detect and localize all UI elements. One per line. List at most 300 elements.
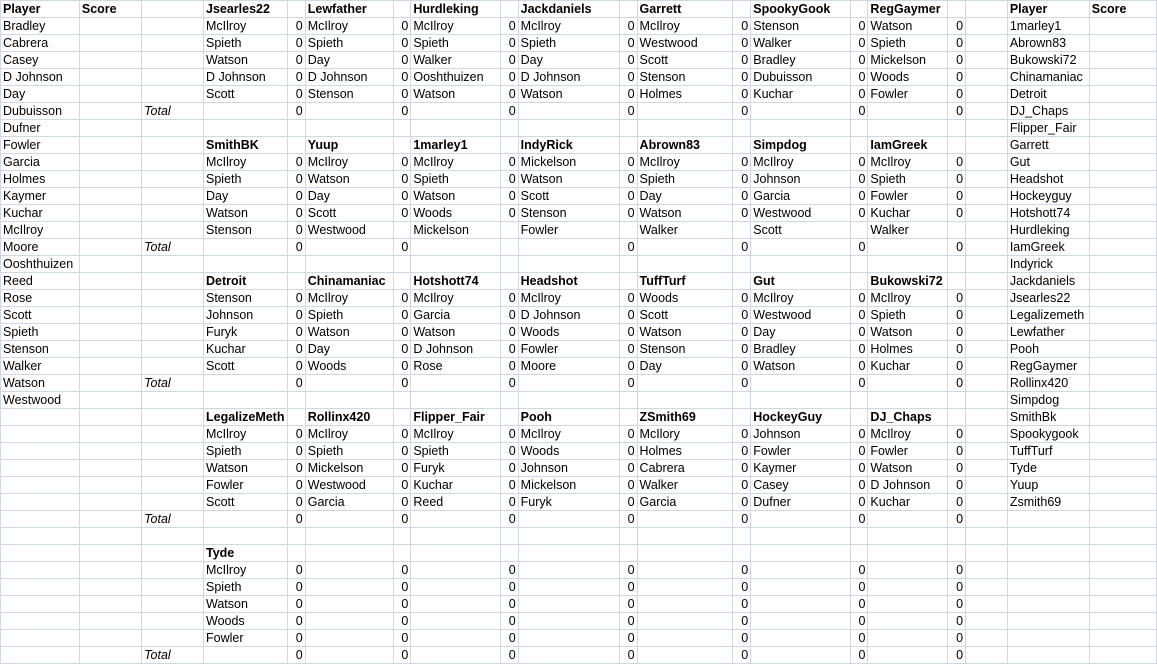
cell[interactable] xyxy=(850,545,868,562)
cell[interactable] xyxy=(142,545,204,562)
cell[interactable]: McIlroy xyxy=(305,290,393,307)
cell[interactable]: 0 xyxy=(850,375,868,392)
cell[interactable]: 0 xyxy=(500,35,518,52)
cell[interactable]: 0 xyxy=(287,341,305,358)
cell[interactable]: Woods xyxy=(518,324,619,341)
cell[interactable] xyxy=(142,630,204,647)
cell[interactable] xyxy=(733,256,751,273)
cell[interactable]: Moore xyxy=(518,358,619,375)
cell[interactable] xyxy=(966,375,1008,392)
cell[interactable] xyxy=(142,120,204,137)
cell[interactable] xyxy=(142,1,204,18)
cell[interactable] xyxy=(142,341,204,358)
cell[interactable]: SmithBk xyxy=(1007,409,1089,426)
cell[interactable] xyxy=(79,477,141,494)
cell[interactable]: 0 xyxy=(850,426,868,443)
cell[interactable]: Bradley xyxy=(751,52,850,69)
cell[interactable] xyxy=(1089,273,1156,290)
cell[interactable]: Rollinx420 xyxy=(1007,375,1089,392)
cell[interactable] xyxy=(1,647,80,664)
cell[interactable] xyxy=(1007,630,1089,647)
cell[interactable]: Score xyxy=(1089,1,1156,18)
cell[interactable]: 0 xyxy=(287,613,305,630)
cell[interactable] xyxy=(79,120,141,137)
cell[interactable]: Day xyxy=(637,358,733,375)
cell[interactable]: Flipper_Fair xyxy=(411,409,501,426)
cell[interactable]: Yuup xyxy=(1007,477,1089,494)
cell[interactable] xyxy=(637,596,733,613)
cell[interactable] xyxy=(966,392,1008,409)
cell[interactable]: 0 xyxy=(850,460,868,477)
cell[interactable] xyxy=(500,1,518,18)
cell[interactable] xyxy=(966,579,1008,596)
cell[interactable]: D Johnson xyxy=(204,69,288,86)
cell[interactable]: Woods xyxy=(305,358,393,375)
cell[interactable] xyxy=(142,596,204,613)
cell[interactable] xyxy=(966,494,1008,511)
cell[interactable]: 0 xyxy=(619,579,637,596)
cell[interactable]: 0 xyxy=(287,443,305,460)
cell[interactable] xyxy=(751,239,850,256)
cell[interactable]: 0 xyxy=(850,562,868,579)
cell[interactable] xyxy=(142,171,204,188)
cell[interactable]: Watson xyxy=(637,324,733,341)
cell[interactable]: 0 xyxy=(733,52,751,69)
cell[interactable]: 0 xyxy=(733,477,751,494)
cell[interactable] xyxy=(948,409,966,426)
cell[interactable] xyxy=(142,35,204,52)
cell[interactable]: 0 xyxy=(287,307,305,324)
cell[interactable]: McIlroy xyxy=(518,290,619,307)
cell[interactable]: IamGreek xyxy=(1007,239,1089,256)
cell[interactable] xyxy=(1,511,80,528)
cell[interactable]: 0 xyxy=(619,460,637,477)
cell[interactable]: 0 xyxy=(733,647,751,664)
cell[interactable] xyxy=(411,375,501,392)
cell[interactable] xyxy=(619,222,637,239)
cell[interactable] xyxy=(305,545,393,562)
cell[interactable]: Reed xyxy=(411,494,501,511)
cell[interactable]: McIlroy xyxy=(411,154,501,171)
cell[interactable]: McIlroy xyxy=(411,18,501,35)
cell[interactable]: Day xyxy=(305,52,393,69)
cell[interactable]: Total xyxy=(142,239,204,256)
cell[interactable]: Lewfather xyxy=(1007,324,1089,341)
cell[interactable]: 0 xyxy=(393,52,411,69)
cell[interactable] xyxy=(1007,579,1089,596)
cell[interactable] xyxy=(1089,341,1156,358)
cell[interactable]: 0 xyxy=(733,290,751,307)
cell[interactable] xyxy=(1089,120,1156,137)
cell[interactable]: 0 xyxy=(733,154,751,171)
cell[interactable]: Dubuisson xyxy=(1,103,80,120)
cell[interactable]: 0 xyxy=(948,562,966,579)
cell[interactable]: Woods xyxy=(637,290,733,307)
cell[interactable]: Cabrera xyxy=(1,35,80,52)
cell[interactable] xyxy=(966,443,1008,460)
cell[interactable] xyxy=(868,647,948,664)
cell[interactable]: IndyRick xyxy=(518,137,619,154)
cell[interactable] xyxy=(79,103,141,120)
cell[interactable]: 0 xyxy=(393,35,411,52)
cell[interactable]: 0 xyxy=(500,494,518,511)
cell[interactable]: Jackdaniels xyxy=(518,1,619,18)
cell[interactable]: 0 xyxy=(948,511,966,528)
cell[interactable] xyxy=(79,494,141,511)
cell[interactable]: Jsearles22 xyxy=(204,1,288,18)
cell[interactable]: 0 xyxy=(287,35,305,52)
cell[interactable]: 0 xyxy=(500,290,518,307)
cell[interactable] xyxy=(966,324,1008,341)
cell[interactable]: 0 xyxy=(393,18,411,35)
cell[interactable] xyxy=(142,18,204,35)
cell[interactable] xyxy=(79,222,141,239)
cell[interactable] xyxy=(751,545,850,562)
cell[interactable]: McIlroy xyxy=(305,154,393,171)
cell[interactable]: Scott xyxy=(518,188,619,205)
cell[interactable]: 0 xyxy=(500,426,518,443)
cell[interactable] xyxy=(966,630,1008,647)
cell[interactable]: Stenson xyxy=(637,341,733,358)
cell[interactable] xyxy=(142,494,204,511)
cell[interactable] xyxy=(850,256,868,273)
cell[interactable]: Walker xyxy=(1,358,80,375)
cell[interactable] xyxy=(868,579,948,596)
cell[interactable] xyxy=(411,613,501,630)
cell[interactable] xyxy=(411,239,501,256)
cell[interactable] xyxy=(518,613,619,630)
cell[interactable] xyxy=(142,562,204,579)
cell[interactable]: Kaymer xyxy=(751,460,850,477)
cell[interactable]: 0 xyxy=(850,324,868,341)
cell[interactable]: 0 xyxy=(393,86,411,103)
cell[interactable] xyxy=(287,409,305,426)
cell[interactable]: 0 xyxy=(500,477,518,494)
cell[interactable]: 0 xyxy=(948,477,966,494)
cell[interactable]: Abrown83 xyxy=(1007,35,1089,52)
cell[interactable] xyxy=(305,528,393,545)
cell[interactable] xyxy=(751,256,850,273)
cell[interactable] xyxy=(850,392,868,409)
cell[interactable]: 0 xyxy=(287,596,305,613)
cell[interactable] xyxy=(1,562,80,579)
cell[interactable] xyxy=(79,239,141,256)
cell[interactable]: 0 xyxy=(500,647,518,664)
cell[interactable]: 0 xyxy=(500,358,518,375)
cell[interactable] xyxy=(305,239,393,256)
cell[interactable]: 0 xyxy=(850,290,868,307)
cell[interactable]: 0 xyxy=(850,103,868,120)
cell[interactable] xyxy=(500,137,518,154)
cell[interactable]: Johnson xyxy=(518,460,619,477)
cell[interactable]: Garcia xyxy=(751,188,850,205)
cell[interactable]: Stenson xyxy=(305,86,393,103)
cell[interactable]: D Johnson xyxy=(305,69,393,86)
cell[interactable]: 0 xyxy=(619,171,637,188)
cell[interactable] xyxy=(518,511,619,528)
cell[interactable]: Ooshthuizen xyxy=(411,69,501,86)
cell[interactable]: SmithBK xyxy=(204,137,288,154)
cell[interactable]: Kuchar xyxy=(204,341,288,358)
cell[interactable]: Mickelson xyxy=(868,52,948,69)
cell[interactable]: 0 xyxy=(619,103,637,120)
cell[interactable]: 0 xyxy=(500,52,518,69)
cell[interactable] xyxy=(518,596,619,613)
cell[interactable] xyxy=(79,545,141,562)
cell[interactable]: Jackdaniels xyxy=(1007,273,1089,290)
cell[interactable]: 0 xyxy=(287,562,305,579)
cell[interactable]: Pooh xyxy=(518,409,619,426)
cell[interactable] xyxy=(637,630,733,647)
cell[interactable]: Woods xyxy=(411,205,501,222)
cell[interactable]: Dufner xyxy=(751,494,850,511)
cell[interactable]: Watson xyxy=(411,324,501,341)
cell[interactable] xyxy=(637,103,733,120)
cell[interactable] xyxy=(142,290,204,307)
cell[interactable]: Ooshthuizen xyxy=(1,256,80,273)
cell[interactable]: 0 xyxy=(850,630,868,647)
cell[interactable]: 0 xyxy=(619,562,637,579)
cell[interactable] xyxy=(850,409,868,426)
cell[interactable] xyxy=(305,120,393,137)
cell[interactable]: 0 xyxy=(733,443,751,460)
cell[interactable]: 0 xyxy=(733,324,751,341)
cell[interactable]: Simpdog xyxy=(1007,392,1089,409)
cell[interactable] xyxy=(79,443,141,460)
cell[interactable] xyxy=(637,375,733,392)
cell[interactable] xyxy=(79,511,141,528)
cell[interactable]: 0 xyxy=(393,205,411,222)
cell[interactable]: 0 xyxy=(948,613,966,630)
cell[interactable] xyxy=(1089,409,1156,426)
cell[interactable] xyxy=(751,562,850,579)
cell[interactable] xyxy=(966,545,1008,562)
cell[interactable]: Dufner xyxy=(1,120,80,137)
cell[interactable] xyxy=(966,562,1008,579)
cell[interactable]: 0 xyxy=(850,307,868,324)
cell[interactable]: 0 xyxy=(619,205,637,222)
cell[interactable] xyxy=(1007,562,1089,579)
cell[interactable] xyxy=(518,545,619,562)
cell[interactable]: Score xyxy=(79,1,141,18)
cell[interactable]: Spieth xyxy=(411,443,501,460)
cell[interactable]: 0 xyxy=(850,239,868,256)
cell[interactable]: Watson xyxy=(637,205,733,222)
cell[interactable]: 0 xyxy=(619,307,637,324)
cell[interactable] xyxy=(619,273,637,290)
cell[interactable]: 0 xyxy=(733,171,751,188)
cell[interactable] xyxy=(411,579,501,596)
cell[interactable] xyxy=(1,494,80,511)
cell[interactable]: Pooh xyxy=(1007,341,1089,358)
cell[interactable] xyxy=(411,256,501,273)
cell[interactable]: 0 xyxy=(733,307,751,324)
cell[interactable]: McIlroy xyxy=(411,290,501,307)
cell[interactable]: 0 xyxy=(393,562,411,579)
cell[interactable] xyxy=(948,256,966,273)
cell[interactable]: 0 xyxy=(393,477,411,494)
cell[interactable] xyxy=(518,239,619,256)
cell[interactable]: Lewfather xyxy=(305,1,393,18)
cell[interactable]: 0 xyxy=(733,103,751,120)
cell[interactable]: 0 xyxy=(393,171,411,188)
cell[interactable]: 0 xyxy=(393,239,411,256)
cell[interactable] xyxy=(305,579,393,596)
cell[interactable]: 0 xyxy=(287,375,305,392)
cell[interactable]: 0 xyxy=(500,86,518,103)
cell[interactable]: Watson xyxy=(868,324,948,341)
cell[interactable]: Rollinx420 xyxy=(305,409,393,426)
cell[interactable]: 0 xyxy=(500,562,518,579)
cell[interactable]: 0 xyxy=(850,188,868,205)
cell[interactable] xyxy=(751,613,850,630)
cell[interactable]: 0 xyxy=(948,69,966,86)
cell[interactable]: Kuchar xyxy=(411,477,501,494)
cell[interactable]: Headshot xyxy=(518,273,619,290)
cell[interactable] xyxy=(79,562,141,579)
cell[interactable]: 0 xyxy=(287,171,305,188)
cell[interactable]: 0 xyxy=(619,647,637,664)
cell[interactable]: Rose xyxy=(1,290,80,307)
cell[interactable]: 0 xyxy=(287,494,305,511)
cell[interactable]: 0 xyxy=(393,358,411,375)
cell[interactable]: Garcia xyxy=(305,494,393,511)
cell[interactable] xyxy=(637,647,733,664)
cell[interactable]: 0 xyxy=(500,596,518,613)
cell[interactable] xyxy=(1089,630,1156,647)
cell[interactable] xyxy=(500,409,518,426)
cell[interactable] xyxy=(751,647,850,664)
cell[interactable] xyxy=(79,154,141,171)
cell[interactable]: 0 xyxy=(287,290,305,307)
cell[interactable]: 0 xyxy=(733,596,751,613)
cell[interactable]: Jsearles22 xyxy=(1007,290,1089,307)
cell[interactable]: 0 xyxy=(393,188,411,205)
cell[interactable]: Westwood xyxy=(305,222,393,239)
cell[interactable] xyxy=(850,273,868,290)
cell[interactable]: 0 xyxy=(948,103,966,120)
cell[interactable] xyxy=(1,443,80,460)
cell[interactable]: 0 xyxy=(393,375,411,392)
cell[interactable] xyxy=(966,52,1008,69)
cell[interactable]: McIlroy xyxy=(204,562,288,579)
cell[interactable] xyxy=(637,392,733,409)
cell[interactable]: 0 xyxy=(733,205,751,222)
cell[interactable] xyxy=(1089,324,1156,341)
cell[interactable] xyxy=(966,103,1008,120)
cell[interactable] xyxy=(204,375,288,392)
cell[interactable] xyxy=(500,222,518,239)
cell[interactable] xyxy=(142,307,204,324)
cell[interactable]: 0 xyxy=(733,494,751,511)
cell[interactable]: McIlroy xyxy=(1,222,80,239)
cell[interactable] xyxy=(287,1,305,18)
cell[interactable]: Spieth xyxy=(305,443,393,460)
cell[interactable] xyxy=(619,1,637,18)
cell[interactable] xyxy=(1089,18,1156,35)
cell[interactable] xyxy=(1,579,80,596)
cell[interactable] xyxy=(142,69,204,86)
cell[interactable]: Watson xyxy=(868,460,948,477)
cell[interactable]: Fowler xyxy=(868,188,948,205)
cell[interactable]: McIlroy xyxy=(868,290,948,307)
cell[interactable] xyxy=(142,460,204,477)
cell[interactable]: Stenson xyxy=(518,205,619,222)
cell[interactable] xyxy=(305,392,393,409)
cell[interactable] xyxy=(966,1,1008,18)
cell[interactable]: Watson xyxy=(518,86,619,103)
cell[interactable]: Headshot xyxy=(1007,171,1089,188)
cell[interactable] xyxy=(500,256,518,273)
cell[interactable]: Woods xyxy=(868,69,948,86)
cell[interactable] xyxy=(142,579,204,596)
cell[interactable] xyxy=(1089,528,1156,545)
cell[interactable]: 1marley1 xyxy=(411,137,501,154)
cell[interactable] xyxy=(411,562,501,579)
cell[interactable]: Westwood xyxy=(751,205,850,222)
cell[interactable] xyxy=(411,545,501,562)
cell[interactable]: Fowler xyxy=(204,630,288,647)
cell[interactable]: 0 xyxy=(948,188,966,205)
cell[interactable]: Spieth xyxy=(204,35,288,52)
cell[interactable] xyxy=(79,35,141,52)
cell[interactable] xyxy=(868,545,948,562)
cell[interactable] xyxy=(1089,35,1156,52)
cell[interactable] xyxy=(751,392,850,409)
cell[interactable] xyxy=(733,528,751,545)
cell[interactable] xyxy=(966,239,1008,256)
cell[interactable]: 0 xyxy=(948,290,966,307)
cell[interactable]: Casey xyxy=(1,52,80,69)
cell[interactable] xyxy=(79,341,141,358)
cell[interactable] xyxy=(204,647,288,664)
cell[interactable] xyxy=(966,460,1008,477)
cell[interactable]: 0 xyxy=(733,358,751,375)
cell[interactable]: 0 xyxy=(619,341,637,358)
cell[interactable] xyxy=(1089,477,1156,494)
cell[interactable]: 0 xyxy=(948,18,966,35)
cell[interactable]: 0 xyxy=(500,188,518,205)
cell[interactable] xyxy=(204,528,288,545)
cell[interactable] xyxy=(1,596,80,613)
cell[interactable] xyxy=(868,511,948,528)
cell[interactable] xyxy=(948,528,966,545)
cell[interactable]: Watson xyxy=(305,324,393,341)
cell[interactable]: 0 xyxy=(619,188,637,205)
cell[interactable]: D Johnson xyxy=(1,69,80,86)
cell[interactable]: Spieth xyxy=(204,171,288,188)
cell[interactable]: 0 xyxy=(287,358,305,375)
cell[interactable] xyxy=(1,477,80,494)
cell[interactable] xyxy=(1089,290,1156,307)
cell[interactable] xyxy=(518,562,619,579)
cell[interactable]: 0 xyxy=(500,579,518,596)
cell[interactable]: Fowler xyxy=(518,222,619,239)
cell[interactable] xyxy=(966,35,1008,52)
cell[interactable] xyxy=(287,137,305,154)
cell[interactable]: McIlroy xyxy=(518,18,619,35)
cell[interactable]: 0 xyxy=(287,239,305,256)
cell[interactable] xyxy=(393,137,411,154)
cell[interactable]: 0 xyxy=(948,52,966,69)
cell[interactable]: Chinamaniac xyxy=(305,273,393,290)
cell[interactable] xyxy=(500,392,518,409)
cell[interactable] xyxy=(411,647,501,664)
cell[interactable] xyxy=(79,188,141,205)
cell[interactable] xyxy=(142,222,204,239)
cell[interactable]: 0 xyxy=(287,86,305,103)
cell[interactable]: 0 xyxy=(393,154,411,171)
